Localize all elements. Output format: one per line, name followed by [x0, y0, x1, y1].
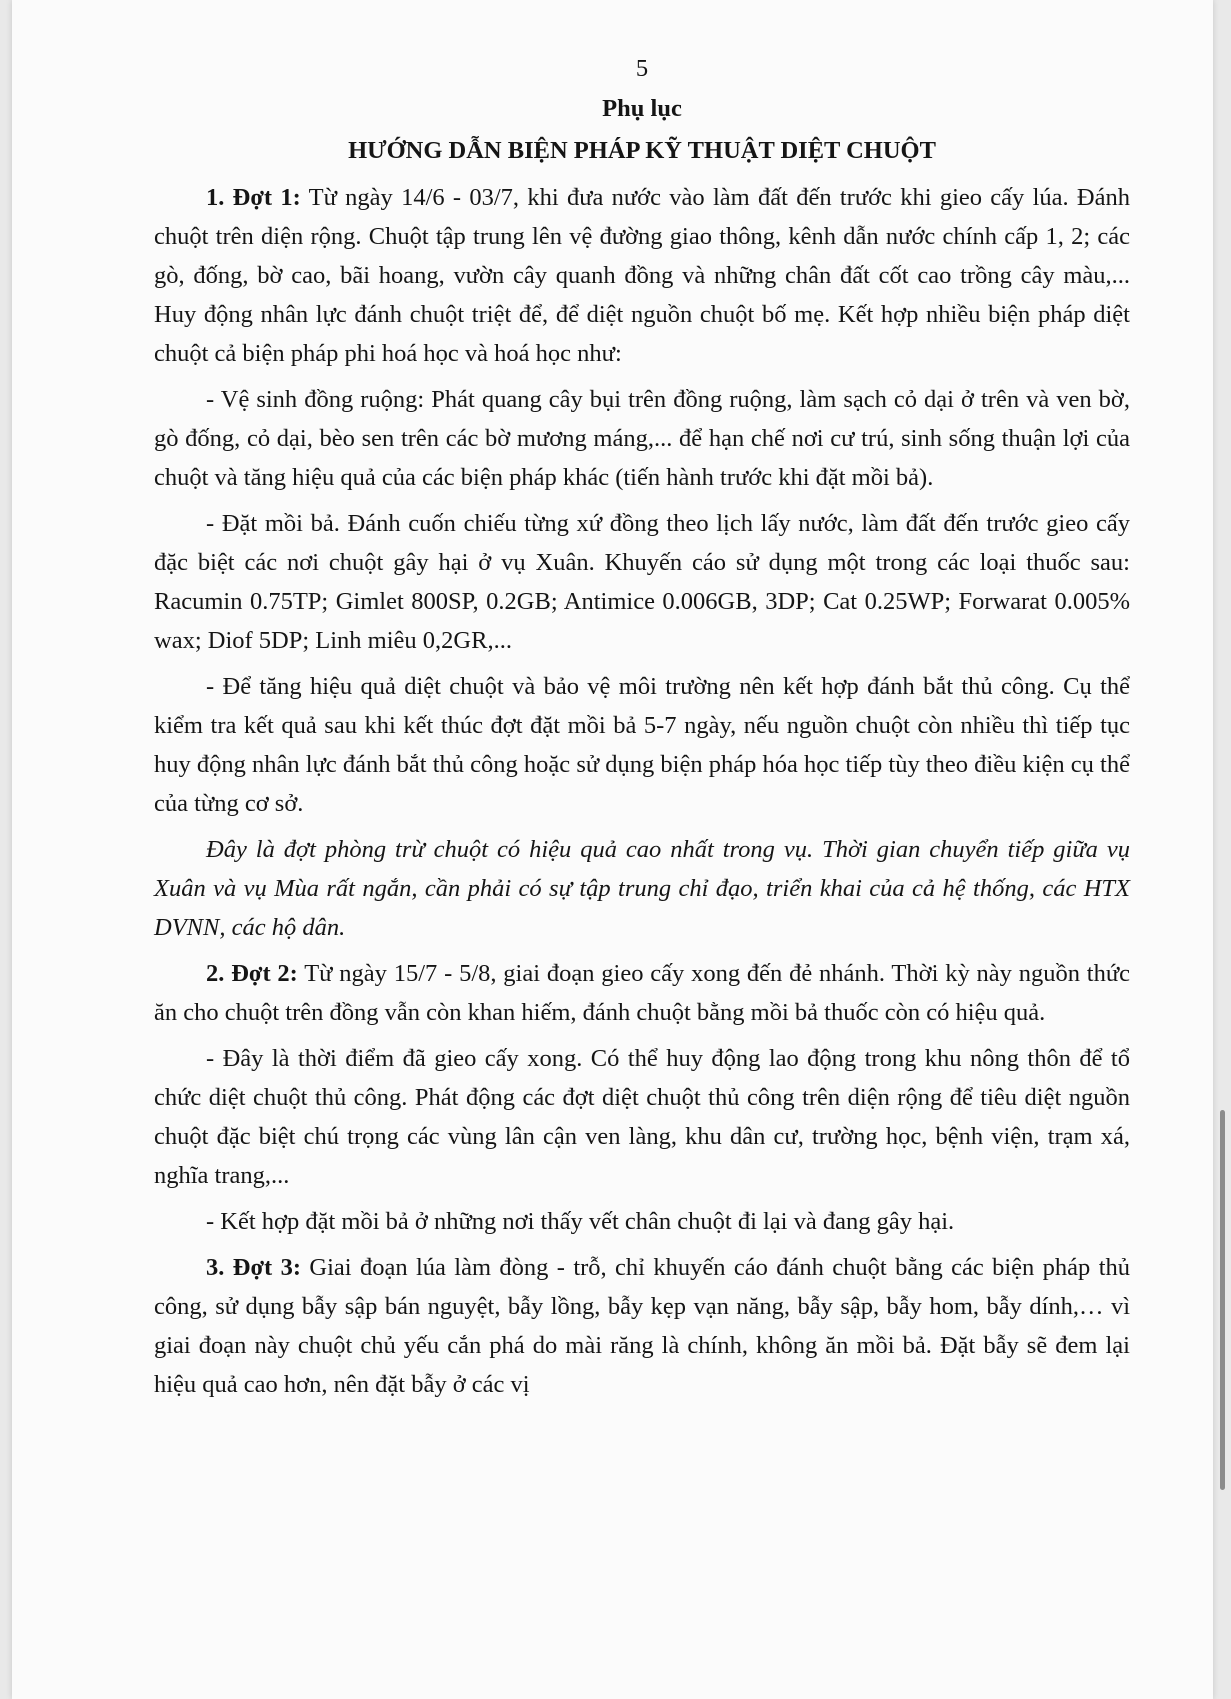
paragraph-phase-3: [154, 1248, 1130, 1404]
phase-2-label: 2. Đợt 2:: [206, 960, 298, 987]
paragraph-bait-combination: - Kết hợp đặt mồi bả ở những nơi thấy vết chân chuột đi lại và đang gây hại.: [206, 1208, 955, 1235]
phase-3-label: 3. Đợt 3:: [206, 1254, 301, 1281]
paragraph-phase-2: [154, 954, 1130, 1032]
paragraph-labor-mobilization: - Đây là thời điểm đã gieo cấy xong. Có thể huy động lao động trong khu nông thôn để tổ chức diệt chuột thủ công. Phát động các đợt diệt chuột thủ công trên diện rộng để tiêu diệt nguồn chuột đặc biệt chú trọng các vùng lân cận ven làng, khu dân cư, trường học, bệnh viện, trạm xá, nghĩa trang,...: [154, 1045, 1130, 1189]
phase-1-text: Từ ngày 14/6 - 03/7, khi đưa nước vào làm đất đến trước khi gieo cấy lúa. Đánh chuột trên diện rộng. Chuột tập trung lên vệ đường giao thông, kênh dẫn nước chính cấp 1, 2; các gò, đống, bờ cao, bãi hoang, vườn cây quanh đồng và những chân đất cốt cao trồng cây màu,... Huy động nhân lực đánh chuột triệt để, để diệt nguồn chuột bố mẹ. Kết hợp nhiều biện pháp diệt chuột cả biện pháp phi hoá học và hoá học như:: [154, 184, 1130, 367]
document-page: [12, 0, 1213, 1699]
phase-2-text: Từ ngày 15/7 - 5/8, giai đoạn gieo cấy xong đến đẻ nhánh. Thời kỳ này nguồn thức ăn cho chuột trên đồng vẫn còn khan hiếm, đánh chuột bằng mồi bả thuốc còn có hiệu quả.: [154, 960, 1131, 1026]
paragraph-field-sanitation: - Vệ sinh đồng ruộng: Phát quang cây bụi trên đồng ruộng, làm sạch cỏ dại ở trên và ven bờ, gò đống, cỏ dại, bèo sen trên các bờ mương máng,... để hạn chế nơi cư trú, sinh sống thuận lợi của chuột và tăng hiệu quả của các biện pháp khác (tiến hành trước khi đặt mồi bả).: [154, 386, 1130, 491]
paragraph-phase-1: [154, 178, 1130, 373]
phase-3-text: Giai đoạn lúa làm đòng - trỗ, chỉ khuyến cáo đánh chuột bằng các biện pháp thủ công, sử dụng bẫy sập bán nguyệt, bẫy lồng, bẫy kẹp vạn năng, bẫy sập, bẫy hom, bẫy dính,… vì giai đoạn này chuột chủ yếu cắn phá do mài răng là chính, không ăn mồi bả. Đặt bẫy sẽ đem lại hiệu quả cao hơn, nên đặt bẫy ở các vị: [154, 1254, 1130, 1398]
appendix-heading: Phụ lục: [602, 95, 682, 122]
vertical-scrollbar[interactable]: [1220, 1110, 1225, 1490]
paragraph-bait-placement: - Đặt mồi bả. Đánh cuốn chiếu từng xứ đồng theo lịch lấy nước, làm đất đến trước gieo cấy đặc biệt các nơi chuột gây hại ở vụ Xuân. Khuyến cáo sử dụng một trong các loại thuốc sau: Racumin 0.75TP; Gimlet 800SP, 0.2GB; Antimice 0.006GB, 3DP; Cat 0.25WP; Forwarat 0.005% wax; Diof 5DP; Linh miêu 0,2GR,...: [154, 510, 1130, 654]
phase-1-label: 1. Đợt 1:: [206, 184, 301, 211]
document-body: [154, 50, 1130, 1411]
page-number: 5: [635, 55, 649, 82]
paragraph-note-italic: Đây là đợt phòng trừ chuột có hiệu quả cao nhất trong vụ. Thời gian chuyển tiếp giữa vụ Xuân và vụ Mùa rất ngắn, cần phải có sự tập trung chỉ đạo, triển khai của cả hệ thống, các HTX DVNN, các hộ dân.: [154, 836, 1130, 941]
document-title: HƯỚNG DẪN BIỆN PHÁP KỸ THUẬT DIỆT CHUỘT: [348, 137, 936, 164]
paragraph-manual-capture: - Để tăng hiệu quả diệt chuột và bảo vệ môi trường nên kết hợp đánh bắt thủ công. Cụ thể kiểm tra kết quả sau khi kết thúc đợt đặt mồi bả 5-7 ngày, nếu nguồn chuột còn nhiều thì tiếp tục huy động nhân lực đánh bắt thủ công hoặc sử dụng biện pháp hóa học tiếp tùy theo điều kiện cụ thể của từng cơ sở.: [154, 673, 1130, 817]
